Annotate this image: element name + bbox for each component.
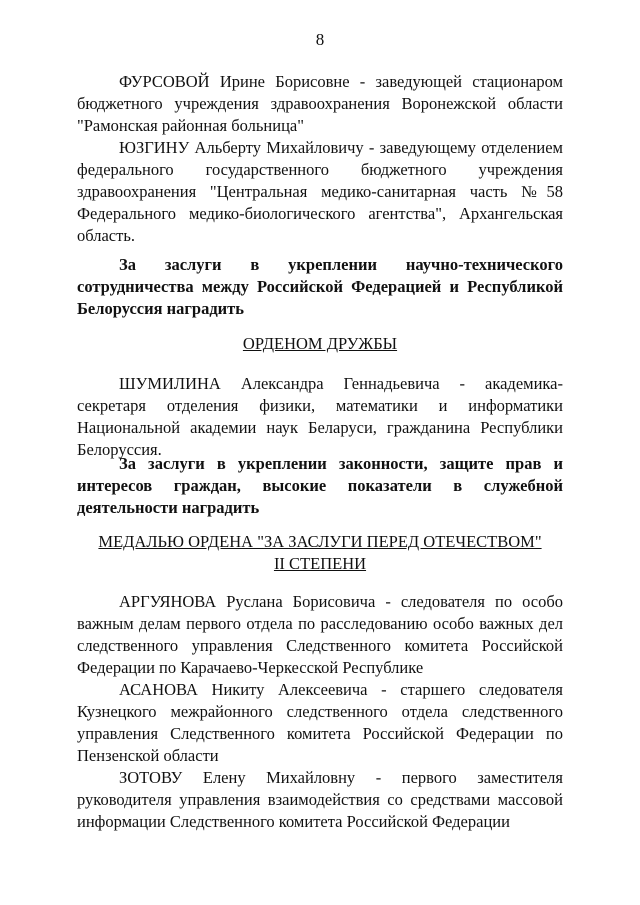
- award-heading-text: ОРДЕНОМ ДРУЖБЫ: [242, 334, 398, 353]
- award-heading-medal: [0, 531, 640, 575]
- award-statement-2: [77, 453, 563, 519]
- awardee-list-1: [77, 71, 563, 247]
- award-heading-line2: II СТЕПЕНИ: [273, 554, 367, 573]
- award-statement-1: [77, 254, 563, 320]
- award-heading-line1: МЕДАЛЬЮ ОРДЕНА "ЗА ЗАСЛУГИ ПЕРЕД ОТЕЧЕСТВОМ": [98, 532, 542, 551]
- awardee-list-2: [77, 373, 563, 461]
- awardee-entry: ЗОТОВУ Елену Михайловну - первого заместителя руководителя управления взаимодействия со средствами массовой информации Следственного комитета Российской Федерации: [77, 768, 563, 831]
- awardee-entry: ФУРСОВОЙ Ирине Борисовне - заведующей стационаром бюджетного учреждения здравоохранения Воронежской области "Рамонская районная больница": [77, 72, 563, 135]
- award-statement-text: За заслуги в укреплении научно-технического сотрудничества между Российской Федерацией и Республикой Белоруссия наградить: [77, 255, 563, 318]
- award-statement-text: За заслуги в укреплении законности, защите прав и интересов граждан, высокие показатели в служебной деятельности наградить: [77, 454, 563, 517]
- awardee-entry: АСАНОВА Никиту Алексеевича - старшего следователя Кузнецкого межрайонного следственного отдела следственного управления Следственного комитета Российской Федерации по Пензенской области: [77, 680, 563, 765]
- awardee-entry: АРГУЯНОВА Руслана Борисовича - следователя по особо важным делам первого отдела по расследованию особо важных дел следственного управления Следственного комитета Российской Федерации по Карачаево-Черкесской Республике: [77, 592, 563, 677]
- awardee-entry: ШУМИЛИНА Александра Геннадьевича - академика-секретаря отделения физики, математики и информатики Национальной академии наук Беларуси, гражданина Республики Белоруссия.: [77, 374, 563, 459]
- page-number: 8: [315, 30, 325, 49]
- award-heading-order: [0, 333, 640, 355]
- awardee-entry: ЮЗГИНУ Альберту Михайловичу - заведующему отделением федерального государственного бюджетного учреждения здравоохранения "Центральная медико-санитарная часть №58 Федерального медико-биологического агентства", Архангельская область.: [77, 138, 563, 245]
- awardee-list-3: [77, 591, 563, 833]
